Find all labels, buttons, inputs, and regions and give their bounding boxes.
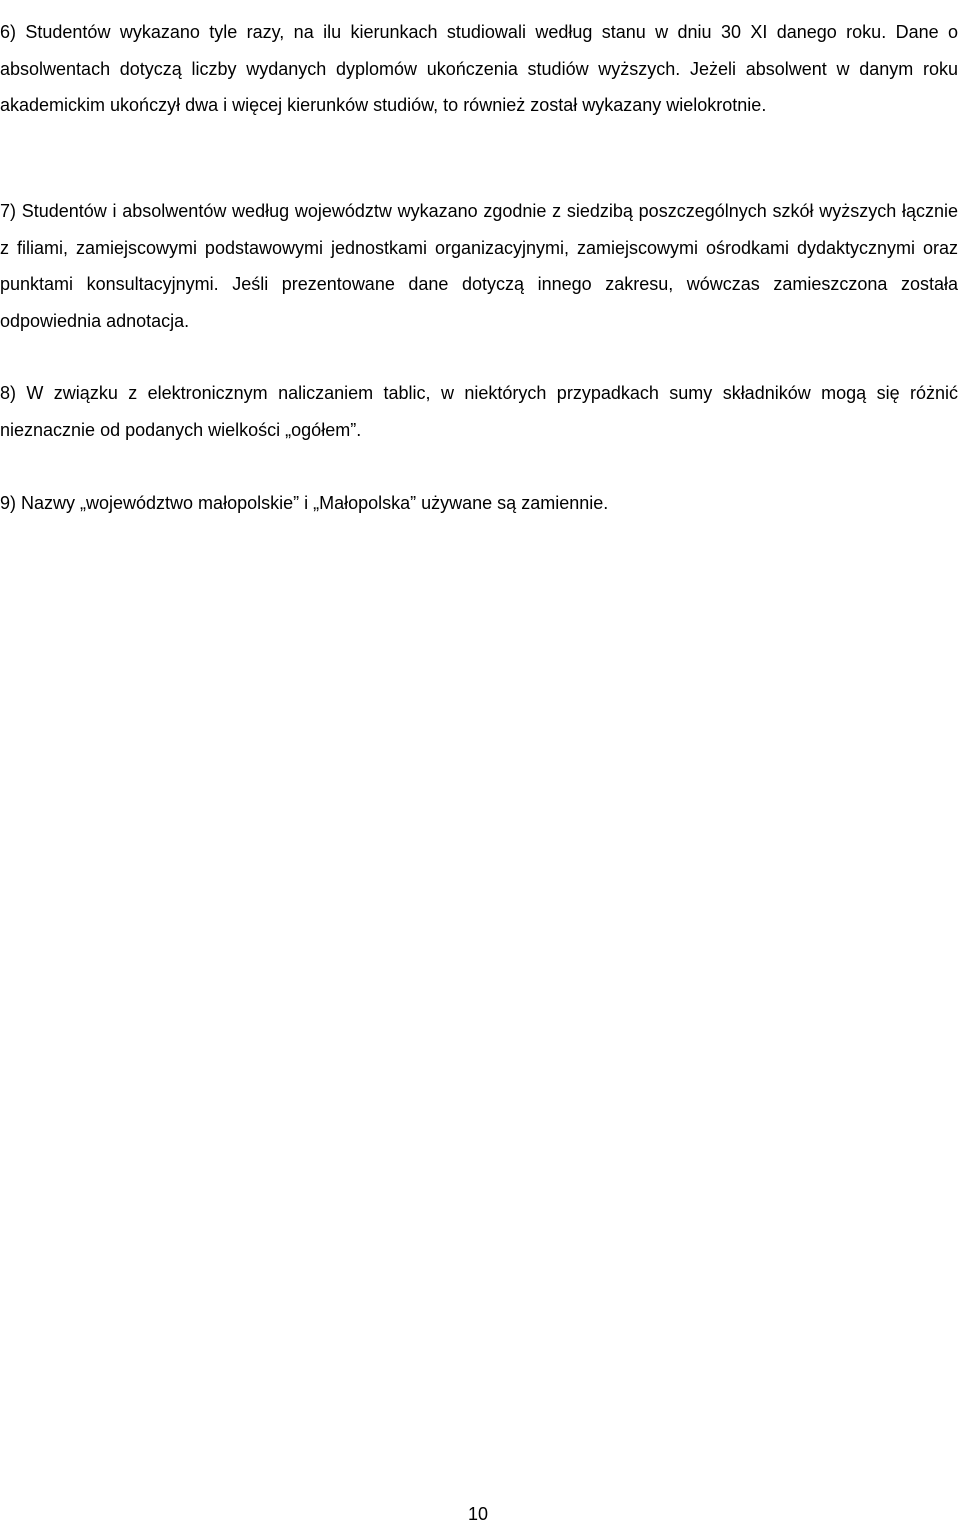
footnote-6: 6) Studentów wykazano tyle razy, na ilu kierunkach studiowali według stanu w dniu 30 XI danego roku. Dane o absolwentach dotyczą liczby wydanych dyplomów ukończenia studiów wyższych. Jeżeli absolwent w danym roku akademickim ukończył dwa i więcej kierunków studiów, to również został wykazany wielokrotnie. bbox=[0, 22, 958, 115]
footnote-9: 9) Nazwy „województwo małopolskie” i „Małopolska” używane są zamiennie. bbox=[0, 493, 609, 513]
footnote-7: 7) Studentów i absolwentów według województw wykazano zgodnie z siedzibą poszczególnych szkół wyższych łącznie z filiami, zamiejscowymi podstawowymi jednostkami organizacyjnymi, zamiejscowymi ośrodkami dydaktycznymi oraz punktami konsultacyjnymi. Jeśli prezentowane dane dotyczą innego zakresu, wówczas zamieszczona została odpowiednia adnotacja. bbox=[0, 201, 958, 331]
footnote-8: 8) W związku z elektronicznym naliczaniem tablic, w niektórych przypadkach sumy składników mogą się różnić nieznacznie od podanych wielkości „ogółem”. bbox=[0, 383, 958, 440]
page-number: 10 bbox=[467, 1504, 489, 1524]
